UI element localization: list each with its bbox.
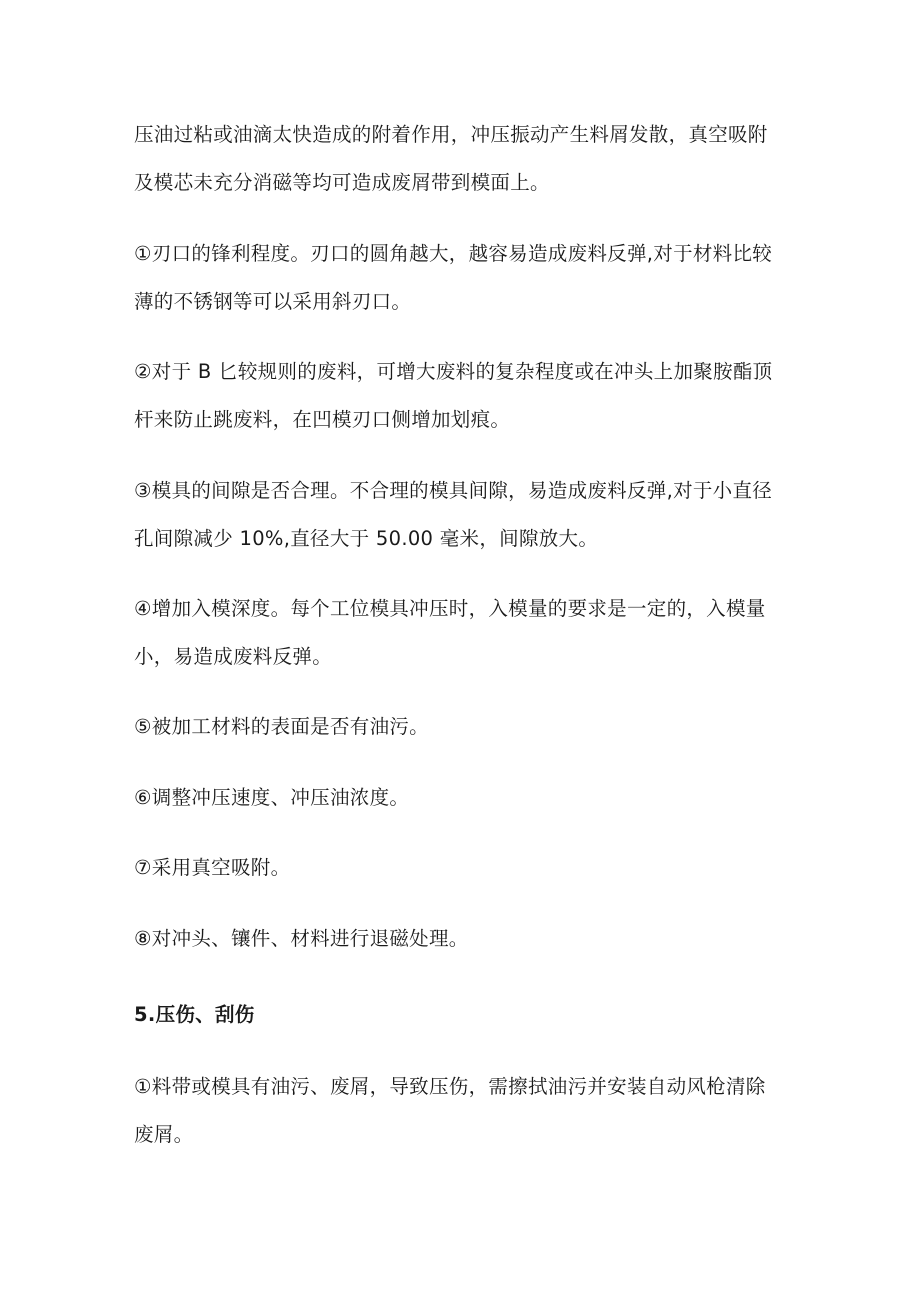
paragraph-item-3-die-clearance <box>134 467 794 563</box>
paragraph-item-2-scrap-shape <box>134 348 794 444</box>
text-line: ①刃口的锋利程度。刃口的圆角越大，越容易造成废料反弹,对于材料比较 <box>134 242 773 265</box>
section-heading-crush-scratch <box>134 991 794 1039</box>
text-line: ②对于 B 匕较规则的废料，可增大废料的复杂程度或在冲头上加聚胺酯顶 <box>134 360 773 383</box>
text-line: 杆来防止跳废料，在凹模刃口侧增加划痕。 <box>134 408 511 431</box>
text-line: 小，易造成废料反弹。 <box>134 645 333 668</box>
paragraph-item-1-edge-sharpness <box>134 230 794 326</box>
text-line: 及模芯未充分消磁等均可造成废屑带到模面上。 <box>134 171 550 194</box>
paragraph-item-4-die-depth <box>134 585 794 681</box>
paragraph-item-6-speed-adjust <box>134 774 794 822</box>
text-line: ⑦采用真空吸附。 <box>134 856 291 879</box>
text-line: 薄的不锈钢等可以采用斜刃口。 <box>134 290 412 313</box>
paragraph-scrap-causes <box>134 111 794 207</box>
text-line: ④增加入模深度。每个工位模具冲压时，入模量的要求是一定的，入模量 <box>134 597 766 620</box>
text-line: ⑤被加工材料的表面是否有油污。 <box>134 715 429 738</box>
text-line: ⑥调整冲压速度、冲压油浓度。 <box>134 786 410 809</box>
text-line: ⑧对冲头、镶件、材料进行退磁处理。 <box>134 927 469 950</box>
text-line: 孔间隙减少 10%,直径大于 50.00 毫米，间隙放大。 <box>134 527 599 550</box>
text-line: 废屑。 <box>134 1123 194 1146</box>
text-line: 压油过粘或油滴太快造成的附着作用，冲压振动产生料屑发散，真空吸附 <box>134 123 768 146</box>
paragraph-item-8-demagnetize <box>134 915 794 963</box>
heading-text: 5.压伤、刮伤 <box>134 1003 255 1026</box>
paragraph-item-7-vacuum <box>134 844 794 892</box>
text-line: ①料带或模具有油污、废屑，导致压伤，需擦拭油污并安装自动风枪清除 <box>134 1075 766 1098</box>
paragraph-crush-item-1 <box>134 1063 794 1159</box>
paragraph-item-5-oil-contamination <box>134 703 794 751</box>
text-line: ③模具的间隙是否合理。不合理的模具间隙，易造成废料反弹,对于小直径 <box>134 479 773 502</box>
